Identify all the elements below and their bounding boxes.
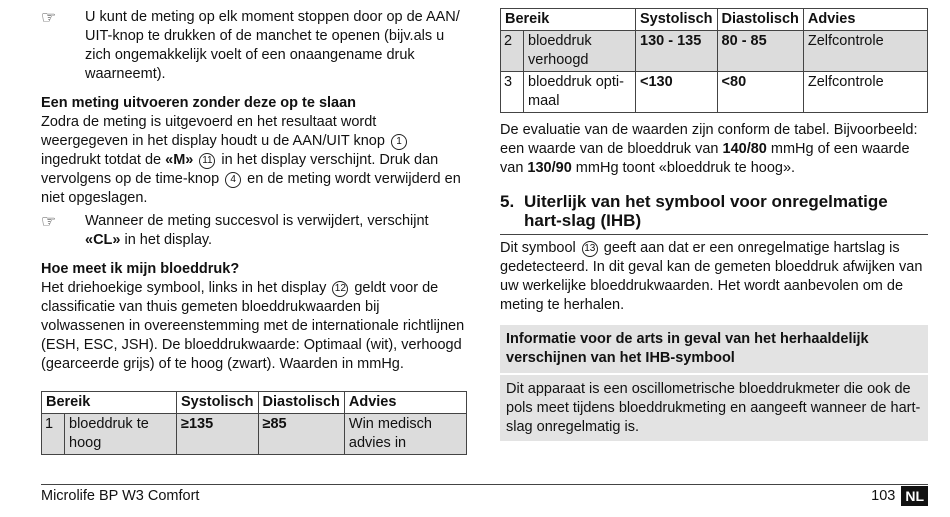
info-box-heading: Informatie voor de arts in geval van het herhaaldelijk verschijnen van het IHB-symbool	[506, 331, 869, 366]
product-name: Microlife BP W3 Comfort	[41, 488, 200, 504]
note-text: Wanneer de meting succesvol is verwijdert, verschijnt «CL» in het display.	[85, 213, 429, 248]
section-title	[500, 192, 928, 230]
footer-right	[871, 486, 928, 506]
advice-cell: Zelfcontrole	[803, 72, 927, 113]
diastolic-cell: 80 - 85	[717, 31, 803, 72]
note-text: U kunt de meting op elk moment stoppen door op de AAN/ UIT-knop te drukken of de manchet te openen (bijv.als u zich ongemakkelijk voelt of een onaangename druk waarneemt).	[85, 9, 460, 82]
diastolic-cell: ≥85	[258, 414, 344, 455]
col-header-advice: Advies	[803, 9, 927, 31]
callout-number: 12	[332, 281, 348, 297]
section-heading: Uiterlijk van het symbool voor onregelmatige hart-slag (IHB)	[524, 192, 888, 230]
table-row	[501, 31, 928, 72]
range-cell: bloeddruk te hoog	[69, 416, 149, 451]
col-header-range: Bereik	[501, 9, 636, 31]
section-divider	[500, 234, 928, 235]
row-number: 2	[501, 31, 524, 71]
diastolic-cell: <80	[717, 72, 803, 113]
language-badge: NL	[901, 486, 928, 506]
heading-measure-without-saving: Een meting uitvoeren zonder deze op te slaan	[41, 95, 357, 111]
info-box-body: Dit apparaat is een oscillometrische bloeddrukmeter die ook de pols meet tijdens bloeddrukmeting en aangeeft wanneer de hart-slag onregelmatig is.	[506, 381, 921, 435]
classification-table-left	[41, 391, 467, 455]
note-deleted	[41, 212, 467, 250]
right-column	[500, 8, 928, 441]
systolic-cell: <130	[636, 72, 718, 113]
col-header-diastolic: Diastolisch	[258, 392, 344, 414]
callout-number: 13	[582, 241, 598, 257]
col-header-systolic: Systolisch	[177, 392, 259, 414]
row-number: 1	[42, 414, 65, 454]
range-cell: bloeddruk verhoogd	[528, 33, 592, 68]
range-cell: bloeddruk opti-maal	[528, 74, 624, 109]
classification-table-right	[500, 8, 928, 113]
left-column	[41, 8, 467, 455]
paragraph-classification: Het driehoekige symbool, links in het display 12 geldt voor de classificatie van thuis gemeten bloeddrukwaarden bij volwassenen in overeenstemming met de internationale richtlijnen (ESH, ESC, JSH). De bloeddrukwaarde: Optimaal (wit), verhoogd (gearceerde grijs) of te hoog (zwart). Waarden in mmHg.	[41, 280, 465, 372]
page-number: 103	[871, 488, 896, 504]
callout-number: 4	[225, 172, 241, 188]
col-header-diastolic: Diastolisch	[717, 9, 803, 31]
doctor-info-box	[500, 325, 928, 441]
callout-number: 11	[199, 153, 215, 169]
paragraph-measure-without-saving: Zodra de meting is uitgevoerd en het resultaat wordt weergegeven in het display houdt u de AAN/UIT knop 1 ingedrukt totdat de «M» 11 in het display verschijnt. Druk dan vervolgens op de time-knop 4 en de meting wordt verwijderd en niet opgeslagen.	[41, 114, 461, 206]
row-number: 3	[501, 72, 524, 112]
note-stop-measurement	[41, 8, 467, 84]
table-row	[501, 72, 928, 113]
pointing-hand-icon: ☞	[41, 8, 57, 27]
systolic-cell: ≥135	[177, 414, 259, 455]
paragraph-ihb: Dit symbool 13 geeft aan dat er een onregelmatige hartslag is gedetecteerd. In dit geval kan de gemeten bloeddruk afwijken van uw werkelijke bloeddrukwaarden. Het wordt aanbevolen om de meting te herhalen.	[500, 240, 923, 313]
paragraph-evaluation: De evaluatie van de waarden zijn conform de tabel. Bijvoorbeeld: een waarde van de bloeddruk van 140/80 mmHg of een waarde van 130/90 mmHg toont «bloeddruk te hoog».	[500, 122, 918, 176]
advice-cell: Zelfcontrole	[803, 31, 927, 72]
heading-how-to-measure: Hoe meet ik mijn bloeddruk?	[41, 261, 240, 277]
section-number: 5.	[500, 192, 515, 211]
page-footer	[41, 484, 928, 511]
col-header-range: Bereik	[42, 392, 177, 414]
pointing-hand-icon: ☞	[41, 212, 57, 231]
col-header-advice: Advies	[344, 392, 466, 414]
col-header-systolic: Systolisch	[636, 9, 718, 31]
advice-cell: Win medisch advies in	[344, 414, 466, 455]
table-row	[42, 414, 467, 455]
callout-number: 1	[391, 134, 407, 150]
systolic-cell: 130 - 135	[636, 31, 718, 72]
